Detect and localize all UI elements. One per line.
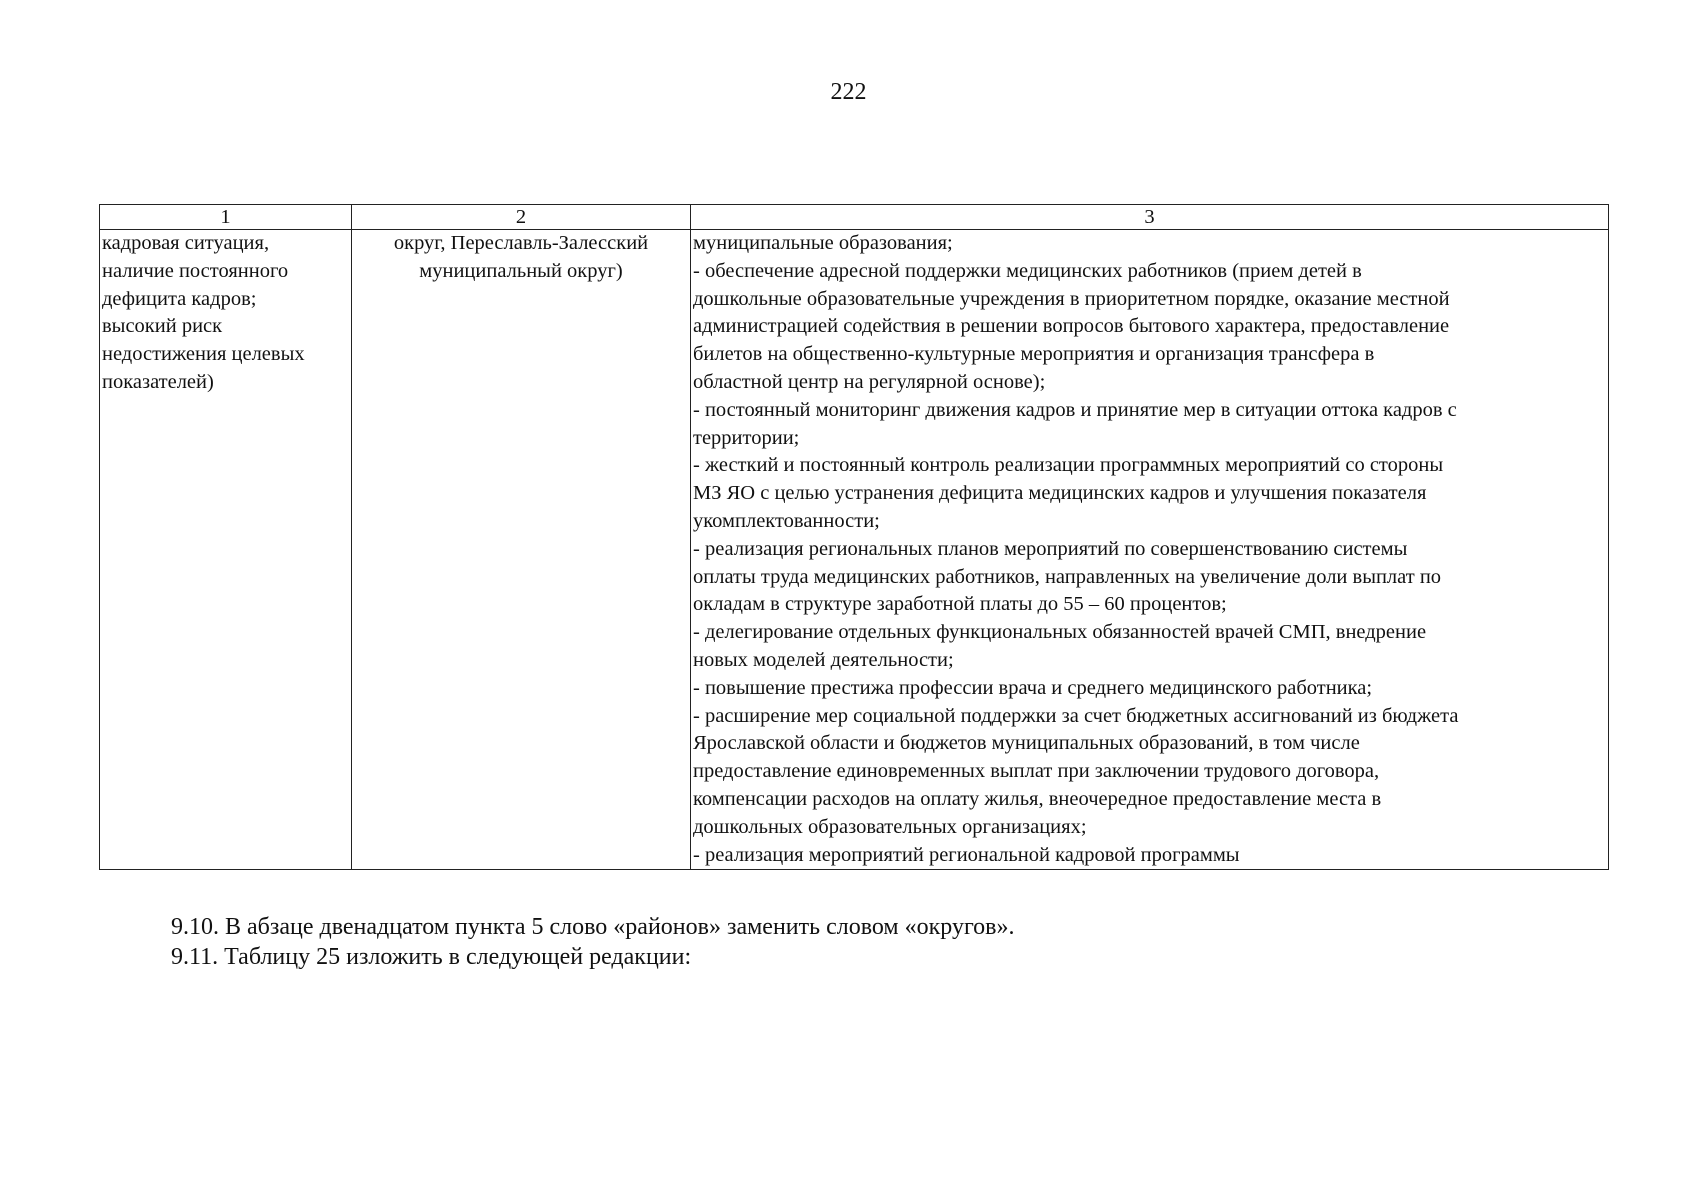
measures-table [99, 204, 1609, 870]
cell-measures-text: муниципальные образования; - обеспечение адресной поддержки медицинских работников (прием детей в дошкольные образовательные учреждения в приоритетном порядке, оказание местной администрацией содействия в решении вопросов бытового характера, предоставление билетов на общественно-культурные мероприятия и организация трансфера в областной центр на регулярной основе); - постоянный мониторинг движения кадров и принятие мер в ситуации оттока кадров с территории; - жесткий и постоянный контроль реализации программных мероприятий со стороны МЗ ЯО с целью устранения дефицита медицинских кадров и улучшения показателя укомплектованности; - реализация региональных планов мероприятий по совершенствованию системы оплаты труда медицинских работников, направленных на увеличение доли выплат по окладам в структуре заработной платы до 55 – 60 процентов; - делегирование отдельных функциональных обязанностей врачей СМП, внедрение новых моделей деятельности; - повышение престижа профессии врача и среднего медицинского работника; - расширение мер социальной поддержки за счет бюджетных ассигнований из бюджета Ярославской области и бюджетов муниципальных образований, в том числе предоставление единовременных выплат при заключении трудового договора, компенсации расходов на оплату жилья, внеочередное предоставление места в дошкольных образовательных организациях; - реализация мероприятий региональной кадровой программы [693, 232, 1459, 866]
paragraph-9-11: 9.11. Таблицу 25 изложить в следующей редакции: [171, 944, 692, 970]
cell-municipal-district-text: округ, Переславль-Залесский муниципальный округ) [393, 232, 649, 282]
column-header-3: 3 [691, 205, 1609, 230]
table-row [100, 230, 1609, 870]
cell-municipal-district [352, 230, 691, 870]
page-number: 222 [830, 79, 867, 105]
cell-staffing-situation-text: кадровая ситуация, наличие постоянного дефицита кадров; высокий риск недостижения целевых показателей) [102, 232, 305, 393]
paragraph-9-10: 9.10. В абзаце двенадцатом пункта 5 слово «районов» заменить словом «округов». [171, 914, 1015, 940]
column-header-1: 1 [100, 205, 352, 230]
cell-measures [691, 230, 1609, 870]
cell-staffing-situation [100, 230, 352, 870]
column-header-2: 2 [352, 205, 691, 230]
table-header-row [100, 205, 1609, 230]
